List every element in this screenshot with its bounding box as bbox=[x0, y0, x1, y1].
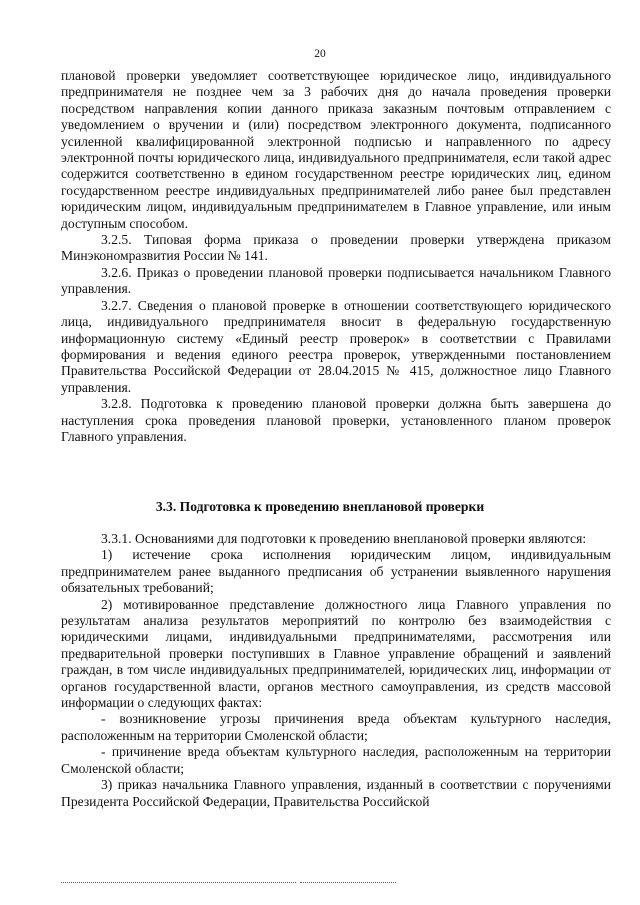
paragraph: плановой проверки уведомляет соответствующее юридическое лицо, индивидуального предпринимателя не позднее чем за 3 рабочих дня до начала проведения проверки посредством направления копии данного приказа заказным почтовым отправлением с уведомлением о вручении и (или) посредством электронного документа, подписанного усиленной квалифицированной электронной подписью и направленного по адресу электронной почты юридического лица, индивидуального предпринимателя, если такой адрес содержится соответственно в едином государственном реестре юридических лиц, едином государственном реестре индивидуальных предпринимателей либо ранее был представлен юридическим лицом, индивидуальным предпринимателем в Главное управление, или иным доступным способом. bbox=[61, 68, 611, 231]
top-text-block bbox=[61, 68, 611, 445]
paragraph: 3.2.6. Приказ о проведении плановой проверки подписывается начальником Главного управления. bbox=[61, 264, 611, 297]
paragraph: 1) истечение срока исполнения юридическим лицом, индивидуальным предпринимателем ранее выданного предписания об устранении выявленного нарушения обязательных требований; bbox=[61, 547, 611, 596]
paragraph: 3.2.7. Сведения о плановой проверке в отношении соответствующего юридического лица, индивидуального предпринимателя вносит в федеральную государственную информационную систему «Единый реестр проверок» в соответствии с Правилами формирования и ведения единого реестра проверок, утвержденными постановлением Правительства Российской Федерации от 28.04.2015 № 415, должностное лицо Главного управления. bbox=[61, 297, 611, 395]
section-heading: 3.3. Подготовка к проведению внеплановой проверки bbox=[155, 499, 485, 514]
list-item: - возникновение угрозы причинения вреда объектам культурного наследия, расположенным на территории Смоленской области; bbox=[61, 711, 611, 743]
paragraph: 3) приказ начальника Главного управления, изданный в соответствии с поручениями Президента Российской Федерации, Правительства Российской bbox=[61, 777, 611, 809]
list-item: - причинение вреда объектам культурного наследия, расположенным на территории Смоленской области; bbox=[61, 744, 611, 776]
paragraph: 3.2.5. Типовая форма приказа о проведении проверки утверждена приказом Минэкономразвития России № 141. bbox=[61, 232, 611, 264]
paragraph: 3.2.8. Подготовка к проведению плановой проверки должна быть завершена до наступления срока проведения плановой проверки, установленного планом проверок Главного управления. bbox=[61, 396, 611, 444]
footer-divider bbox=[61, 882, 296, 883]
footer-divider bbox=[300, 882, 396, 883]
page-number: 20 bbox=[314, 48, 326, 60]
paragraph: 2) мотивированное представление должностного лица Главного управления по результатам анализа результатов мероприятий по контролю без взаимодействия с юридическими лицами, индивидуальными предпринимателями, рассмотрения или предварительной проверки поступивших в Главное управление обращений и заявлений граждан, в том числе индивидуальных предпринимателей, юридических лиц, информации от органов государственной власти, органов местного самоуправления, из средств массовой информации о следующих фактах: bbox=[61, 596, 611, 711]
paragraph: 3.3.1. Основаниями для подготовки к проведению внеплановой проверки являются: bbox=[101, 531, 587, 546]
bottom-text-block bbox=[61, 531, 611, 810]
